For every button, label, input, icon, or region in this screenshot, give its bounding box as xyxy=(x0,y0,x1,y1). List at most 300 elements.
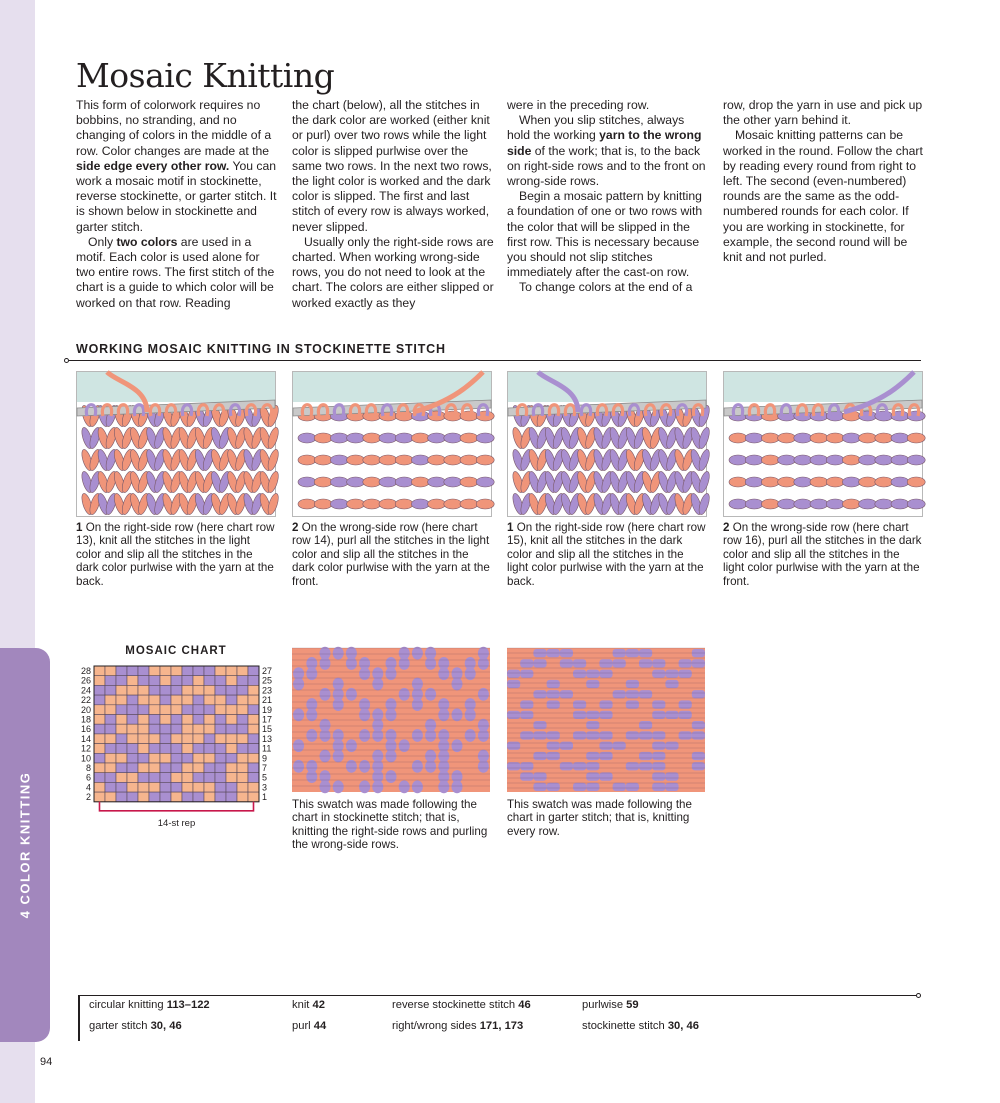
step-text: On the right-side row (here chart row 13), knit all the stitches in the light color and slip all the stitches in the dark color purlwise with the yarn at the back. xyxy=(76,521,275,588)
chart-cell xyxy=(138,734,149,744)
swatch-stitch xyxy=(533,772,546,780)
row-label: 20 xyxy=(80,704,91,715)
stitch xyxy=(794,477,812,487)
chart-cell xyxy=(237,763,248,773)
chart-cell xyxy=(193,792,204,802)
index-rule xyxy=(78,995,916,996)
chart-cell xyxy=(248,685,259,695)
chart-cell xyxy=(160,666,171,676)
swatch-stitch xyxy=(359,729,370,742)
paragraph: When you slip stitches, always hold the working yarn to the wrong side of the work; that is, to the back on right-side rows and to the front on wrong-side rows. xyxy=(507,113,706,189)
stitch xyxy=(395,433,413,443)
swatch-stitch xyxy=(586,783,599,791)
stitch xyxy=(778,477,796,487)
chart-cell xyxy=(116,753,127,763)
index-column-4 xyxy=(582,998,699,1033)
chart-cell xyxy=(105,782,116,792)
chart-cell xyxy=(226,724,237,734)
chart-cell xyxy=(204,753,215,763)
stitch xyxy=(395,455,413,465)
chart-cell xyxy=(204,685,215,695)
step-number: 2 xyxy=(292,521,299,534)
chart-cell xyxy=(193,773,204,783)
stitch xyxy=(761,499,779,509)
chart-cell xyxy=(160,676,171,686)
swatch-stitch xyxy=(665,783,678,791)
stitch xyxy=(891,499,909,509)
row-label: 13 xyxy=(262,733,273,744)
row-label: 19 xyxy=(262,704,273,715)
row-label: 24 xyxy=(80,685,91,696)
swatch-stitch xyxy=(547,700,560,708)
chart-cell xyxy=(138,724,149,734)
row-label: 6 xyxy=(85,772,91,783)
swatch-stitch xyxy=(599,670,612,678)
chart-cell xyxy=(248,763,259,773)
chart-cell xyxy=(105,705,116,715)
stitch xyxy=(859,455,877,465)
stitch xyxy=(794,433,812,443)
stitch xyxy=(460,455,478,465)
swatch-stitch xyxy=(412,698,423,711)
stitch xyxy=(298,433,316,443)
chart-cell xyxy=(138,782,149,792)
swatch-stitch xyxy=(599,700,612,708)
chart-cell xyxy=(237,773,248,783)
row-label: 2 xyxy=(85,792,91,803)
mosaic-chart xyxy=(76,662,276,829)
stitch xyxy=(330,499,348,509)
step-caption-3 xyxy=(507,521,707,588)
chart-cell xyxy=(127,753,138,763)
stockinette-swatch-image xyxy=(292,648,490,792)
chart-cell xyxy=(171,734,182,744)
chart-cell xyxy=(215,685,226,695)
chart-cell xyxy=(226,763,237,773)
swatch-stitch xyxy=(386,770,397,783)
garter-swatch-image xyxy=(507,648,705,792)
chart-cell xyxy=(237,734,248,744)
swatch-stitch xyxy=(438,708,449,721)
chart-cell xyxy=(127,744,138,754)
chart-cell xyxy=(127,773,138,783)
swatch-stitch xyxy=(573,670,586,678)
stitch xyxy=(395,477,413,487)
chart-cell xyxy=(149,782,160,792)
swatch-stitch xyxy=(399,780,410,793)
swatch-stitch xyxy=(372,780,383,793)
illustration-step-1-row-15 xyxy=(507,371,707,517)
chart-cell xyxy=(149,705,160,715)
chart-cell xyxy=(204,715,215,725)
row-label: 17 xyxy=(262,714,273,725)
swatch-stitch xyxy=(452,708,463,721)
chart-cell xyxy=(204,724,215,734)
stitch xyxy=(810,455,828,465)
chart-cell xyxy=(215,695,226,705)
step-text: On the wrong-side row (here chart row 16), purl all the stitches in the dark color and slip all the stitches in the light color purlwise with the yarn at the front. xyxy=(723,521,922,588)
chart-cell xyxy=(182,715,193,725)
chart-cell xyxy=(127,792,138,802)
swatch-stitch xyxy=(412,780,423,793)
stitch xyxy=(347,455,365,465)
chart-cell xyxy=(149,744,160,754)
stitch xyxy=(460,433,478,443)
stitch xyxy=(347,433,365,443)
row-label: 25 xyxy=(262,675,273,686)
row-label: 21 xyxy=(262,695,273,706)
paragraph: row, drop the yarn in use and pick up the other yarn behind it. xyxy=(723,98,923,128)
illustration-step-1-row-13 xyxy=(76,371,276,517)
row-label: 28 xyxy=(80,666,91,676)
chart-cell xyxy=(160,715,171,725)
chart-cell xyxy=(237,685,248,695)
swatch-stitch xyxy=(652,772,665,780)
chart-cell xyxy=(160,792,171,802)
step-caption-4 xyxy=(723,521,923,588)
chart-cell xyxy=(94,666,105,676)
chart-cell xyxy=(248,715,259,725)
stitch xyxy=(411,499,429,509)
stitch xyxy=(794,455,812,465)
stitch xyxy=(330,477,348,487)
stitch xyxy=(444,477,462,487)
stitch xyxy=(891,455,909,465)
chart-cell xyxy=(215,724,226,734)
chart-cell xyxy=(182,782,193,792)
chart-cell xyxy=(138,715,149,725)
stitch xyxy=(826,477,844,487)
stitch xyxy=(298,499,316,509)
chart-cell xyxy=(127,705,138,715)
chart-cell xyxy=(94,695,105,705)
swatch-stitch xyxy=(547,680,560,688)
swatch-stitch xyxy=(412,647,423,660)
stitch xyxy=(745,455,763,465)
chart-cell xyxy=(204,666,215,676)
chart-cell xyxy=(127,676,138,686)
chart-cell xyxy=(94,705,105,715)
index-bar xyxy=(78,996,80,1041)
chart-cell xyxy=(105,773,116,783)
mosaic-chart-grid xyxy=(76,662,276,829)
stitch xyxy=(363,499,381,509)
chart-cell xyxy=(116,705,127,715)
chart-cell xyxy=(171,715,182,725)
swatch-stockinette xyxy=(292,648,490,792)
swatch-stitch xyxy=(586,772,599,780)
knitting-illustration-2 xyxy=(293,372,491,516)
chart-cell xyxy=(105,753,116,763)
stitch xyxy=(428,433,446,443)
chart-cell xyxy=(105,744,116,754)
swatch-stitch xyxy=(478,657,489,670)
chart-cell xyxy=(215,792,226,802)
swatch-stitch xyxy=(652,670,665,678)
swatch-stitch xyxy=(465,729,476,742)
stitch xyxy=(347,477,365,487)
chart-cell xyxy=(105,734,116,744)
section-title: WORKING MOSAIC KNITTING IN STOCKINETTE STITCH xyxy=(76,342,446,356)
chart-cell xyxy=(105,676,116,686)
chart-cell xyxy=(226,744,237,754)
stitch xyxy=(875,455,893,465)
swatch-stitch xyxy=(639,690,652,698)
stitch xyxy=(330,433,348,443)
swatch-stitch xyxy=(372,729,383,742)
paragraph: Mosaic knitting patterns can be worked in the round. Follow the chart by reading every round from right to left. The second (even-numbered) rounds are the same as the odd-numbered rounds for each color. If you are working in stockinette, for example, the second round will be knit and not purled. xyxy=(723,128,923,265)
chart-cell xyxy=(116,773,127,783)
index-entry: garter stitch 30, 46 xyxy=(89,1020,182,1032)
chart-cell xyxy=(116,695,127,705)
chart-cell xyxy=(204,676,215,686)
chart-cell xyxy=(193,676,204,686)
row-label: 11 xyxy=(262,743,272,754)
swatch-caption-garter: This swatch was made following the chart in garter stitch; that is, knitting every row. xyxy=(507,798,692,838)
chart-cell xyxy=(226,666,237,676)
index-column-1 xyxy=(89,998,210,1033)
swatch-stitch xyxy=(359,780,370,793)
chart-cell xyxy=(182,724,193,734)
swatch-stitch xyxy=(626,700,639,708)
illustration-step-2-row-16 xyxy=(723,371,923,517)
chart-cell xyxy=(105,685,116,695)
swatch-stitch xyxy=(547,690,560,698)
chart-cell xyxy=(116,685,127,695)
paragraph: the chart (below), all the stitches in the dark color are worked (either knit or purl) over two rows while the light color is slipped purlwise over the same two rows. In the next two rows, the light color is worked and the dark color is slipped. The first and last stitch of every row is always worked, never slipped. xyxy=(292,98,492,234)
chart-cell xyxy=(127,695,138,705)
chart-cell xyxy=(226,676,237,686)
row-label: 10 xyxy=(80,753,91,764)
stitch xyxy=(826,455,844,465)
swatch-stitch xyxy=(613,783,626,791)
stitch xyxy=(778,499,796,509)
chart-cell xyxy=(215,773,226,783)
chart-cell xyxy=(94,753,105,763)
swatch-stitch xyxy=(547,783,560,791)
chart-cell xyxy=(160,744,171,754)
stitch xyxy=(842,433,860,443)
stitch xyxy=(778,455,796,465)
stitch xyxy=(761,477,779,487)
stitch xyxy=(842,455,860,465)
stitch xyxy=(907,499,925,509)
row-label: 23 xyxy=(262,685,273,696)
chart-cell xyxy=(160,695,171,705)
chart-cell xyxy=(226,734,237,744)
row-label: 1 xyxy=(262,792,268,803)
chart-cell xyxy=(116,782,127,792)
stitch xyxy=(379,477,397,487)
step-caption-1 xyxy=(76,521,276,588)
chart-cell xyxy=(138,695,149,705)
chart-cell xyxy=(138,666,149,676)
page-number: 94 xyxy=(40,1056,53,1068)
chart-cell xyxy=(237,792,248,802)
stitch xyxy=(859,477,877,487)
chart-cell xyxy=(171,763,182,773)
chart-cell xyxy=(94,773,105,783)
chart-cell xyxy=(116,715,127,725)
swatch-stitch xyxy=(425,729,436,742)
swatch-stitch xyxy=(293,708,304,721)
chart-cell xyxy=(138,685,149,695)
swatch-stitch xyxy=(560,690,573,698)
chart-cell xyxy=(116,763,127,773)
chart-cell xyxy=(171,685,182,695)
chart-cell xyxy=(127,734,138,744)
swatch-stitch xyxy=(652,783,665,791)
stitch xyxy=(428,499,446,509)
section-rule xyxy=(69,360,921,361)
stitch xyxy=(810,477,828,487)
swatch-stitch xyxy=(386,708,397,721)
chart-cell xyxy=(226,705,237,715)
swatch-stitch xyxy=(438,780,449,793)
text-column-2 xyxy=(292,98,495,311)
stitch xyxy=(428,455,446,465)
chart-cell xyxy=(182,685,193,695)
chapter-tab-label: 4 COLOR KNITTING xyxy=(17,771,33,919)
swatch-stitch xyxy=(665,670,678,678)
row-label: 7 xyxy=(262,763,268,773)
chart-cell xyxy=(204,695,215,705)
index-entry: knit 42 xyxy=(292,999,325,1011)
chart-cell xyxy=(215,666,226,676)
stitch xyxy=(444,499,462,509)
stitch xyxy=(794,499,812,509)
index-rule-dot xyxy=(916,993,921,998)
swatch-stitch xyxy=(626,680,639,688)
swatch-stitch xyxy=(665,680,678,688)
chart-cell xyxy=(193,763,204,773)
chart-cell xyxy=(171,676,182,686)
chart-cell xyxy=(171,724,182,734)
swatch-stitch xyxy=(599,772,612,780)
chart-cell xyxy=(248,734,259,744)
chart-cell xyxy=(204,792,215,802)
swatch-stitch xyxy=(306,770,317,783)
stitch xyxy=(330,455,348,465)
chart-cell xyxy=(160,734,171,744)
swatch-stitch xyxy=(425,657,436,670)
stitch xyxy=(379,499,397,509)
illustration-step-2-row-14 xyxy=(292,371,492,517)
chart-cell xyxy=(237,744,248,754)
chart-cell xyxy=(160,773,171,783)
stitch xyxy=(363,477,381,487)
stitch xyxy=(363,433,381,443)
stitch xyxy=(411,455,429,465)
chart-cell xyxy=(116,744,127,754)
swatch-garter xyxy=(507,648,705,792)
text-column-1 xyxy=(76,98,279,311)
swatch-stitch xyxy=(399,657,410,670)
chart-cell xyxy=(182,773,193,783)
swatch-stitch xyxy=(626,783,639,791)
chart-cell xyxy=(105,666,116,676)
chart-cell xyxy=(160,685,171,695)
swatch-stitch xyxy=(306,729,317,742)
step-number: 1 xyxy=(76,521,83,534)
swatch-stitch xyxy=(520,772,533,780)
chart-cell xyxy=(237,724,248,734)
swatch-stitch xyxy=(333,780,344,793)
chart-cell xyxy=(237,676,248,686)
stitch xyxy=(729,455,747,465)
stitch xyxy=(891,477,909,487)
chart-cell xyxy=(248,782,259,792)
chart-cell xyxy=(160,724,171,734)
chart-cell xyxy=(226,773,237,783)
step-text: On the right-side row (here chart row 15), knit all the stitches in the dark color and slip all the stitches in the light color purlwise with the yarn at the back. xyxy=(507,521,706,588)
stitch xyxy=(476,477,494,487)
swatch-stitch xyxy=(412,729,423,742)
chart-cell xyxy=(193,753,204,763)
chart-cell xyxy=(138,792,149,802)
chart-cell xyxy=(182,753,193,763)
chart-cell xyxy=(149,685,160,695)
chart-cell xyxy=(182,792,193,802)
chart-cell xyxy=(105,792,116,802)
stitch xyxy=(314,477,332,487)
swatch-stitch xyxy=(692,690,705,698)
index-entry: right/wrong sides 171, 173 xyxy=(392,1020,524,1032)
stitch xyxy=(907,477,925,487)
swatch-stitch xyxy=(586,680,599,688)
row-label: 16 xyxy=(80,724,91,735)
paragraph: To change colors at the end of a xyxy=(519,280,693,295)
knitting-illustration-4 xyxy=(724,372,922,516)
chart-cell xyxy=(193,724,204,734)
swatch-stitch xyxy=(626,690,639,698)
knitting-illustration-3 xyxy=(508,372,706,516)
swatch-stitch xyxy=(452,780,463,793)
chart-cell xyxy=(204,705,215,715)
stitch xyxy=(428,477,446,487)
swatch-stitch xyxy=(679,700,692,708)
repeat-label: 14-st rep xyxy=(157,817,196,829)
chart-cell xyxy=(248,666,259,676)
chart-cell xyxy=(94,724,105,734)
chart-cell xyxy=(105,724,116,734)
chart-cell xyxy=(182,734,193,744)
stitch xyxy=(761,455,779,465)
stitch xyxy=(460,477,478,487)
chart-cell xyxy=(160,782,171,792)
chart-cell xyxy=(171,773,182,783)
index-entry: purl 44 xyxy=(292,1020,327,1032)
chart-cell xyxy=(138,753,149,763)
stitch xyxy=(460,499,478,509)
chart-cell xyxy=(149,715,160,725)
chart-cell xyxy=(149,763,160,773)
text-column-4 xyxy=(723,98,926,265)
chart-cell xyxy=(105,695,116,705)
row-label: 9 xyxy=(262,753,268,764)
stitch xyxy=(444,455,462,465)
chart-cell xyxy=(171,705,182,715)
chart-cell xyxy=(204,744,215,754)
chart-cell xyxy=(215,782,226,792)
stitch xyxy=(298,477,316,487)
swatch-stitch xyxy=(586,670,599,678)
index-column-3 xyxy=(392,998,531,1033)
paragraph: This form of colorwork requires no bobbins, no stranding, and no changing of colors in the middle of a row. Color changes are made at the side edge every other row. You can work a mosaic motif in stockinette, reverse stockinette, or garter stitch. It is shown below in stockinette and garter stitch. xyxy=(76,98,277,234)
stitch xyxy=(411,477,429,487)
chart-cell xyxy=(127,782,138,792)
swatch-stitch xyxy=(573,783,586,791)
